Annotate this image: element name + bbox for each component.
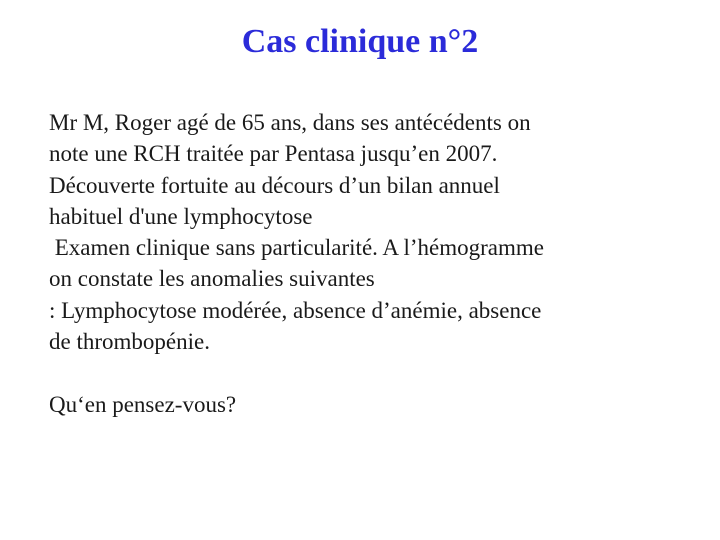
paragraph-line-7: : Lymphocytose modérée, absence d’anémie, absence <box>49 297 542 323</box>
paragraph-line-8: de thrombopénie. <box>49 329 210 355</box>
question-text: Qu‘en pensez-vous? <box>49 391 237 417</box>
paragraph-line-1: Mr M, Roger agé de 65 ans, dans ses antécédents on <box>49 110 531 135</box>
slide-title: Cas clinique n°2 <box>241 23 479 60</box>
paragraph-line-3: Découverte fortuite au décours d’un bilan annuel <box>49 172 500 198</box>
paragraph-line-5: Examen clinique sans particularité. A l’hémogramme <box>49 235 544 261</box>
slide-body <box>49 107 689 420</box>
paragraph-line-6: on constate les anomalies suivantes <box>49 266 375 292</box>
paragraph-spacer <box>49 357 689 388</box>
paragraph-line-2: note une RCH traitée par Pentasa jusqu’en 2007. <box>49 141 498 167</box>
paragraph-line-4: habituel d'une lymphocytose <box>49 203 313 229</box>
